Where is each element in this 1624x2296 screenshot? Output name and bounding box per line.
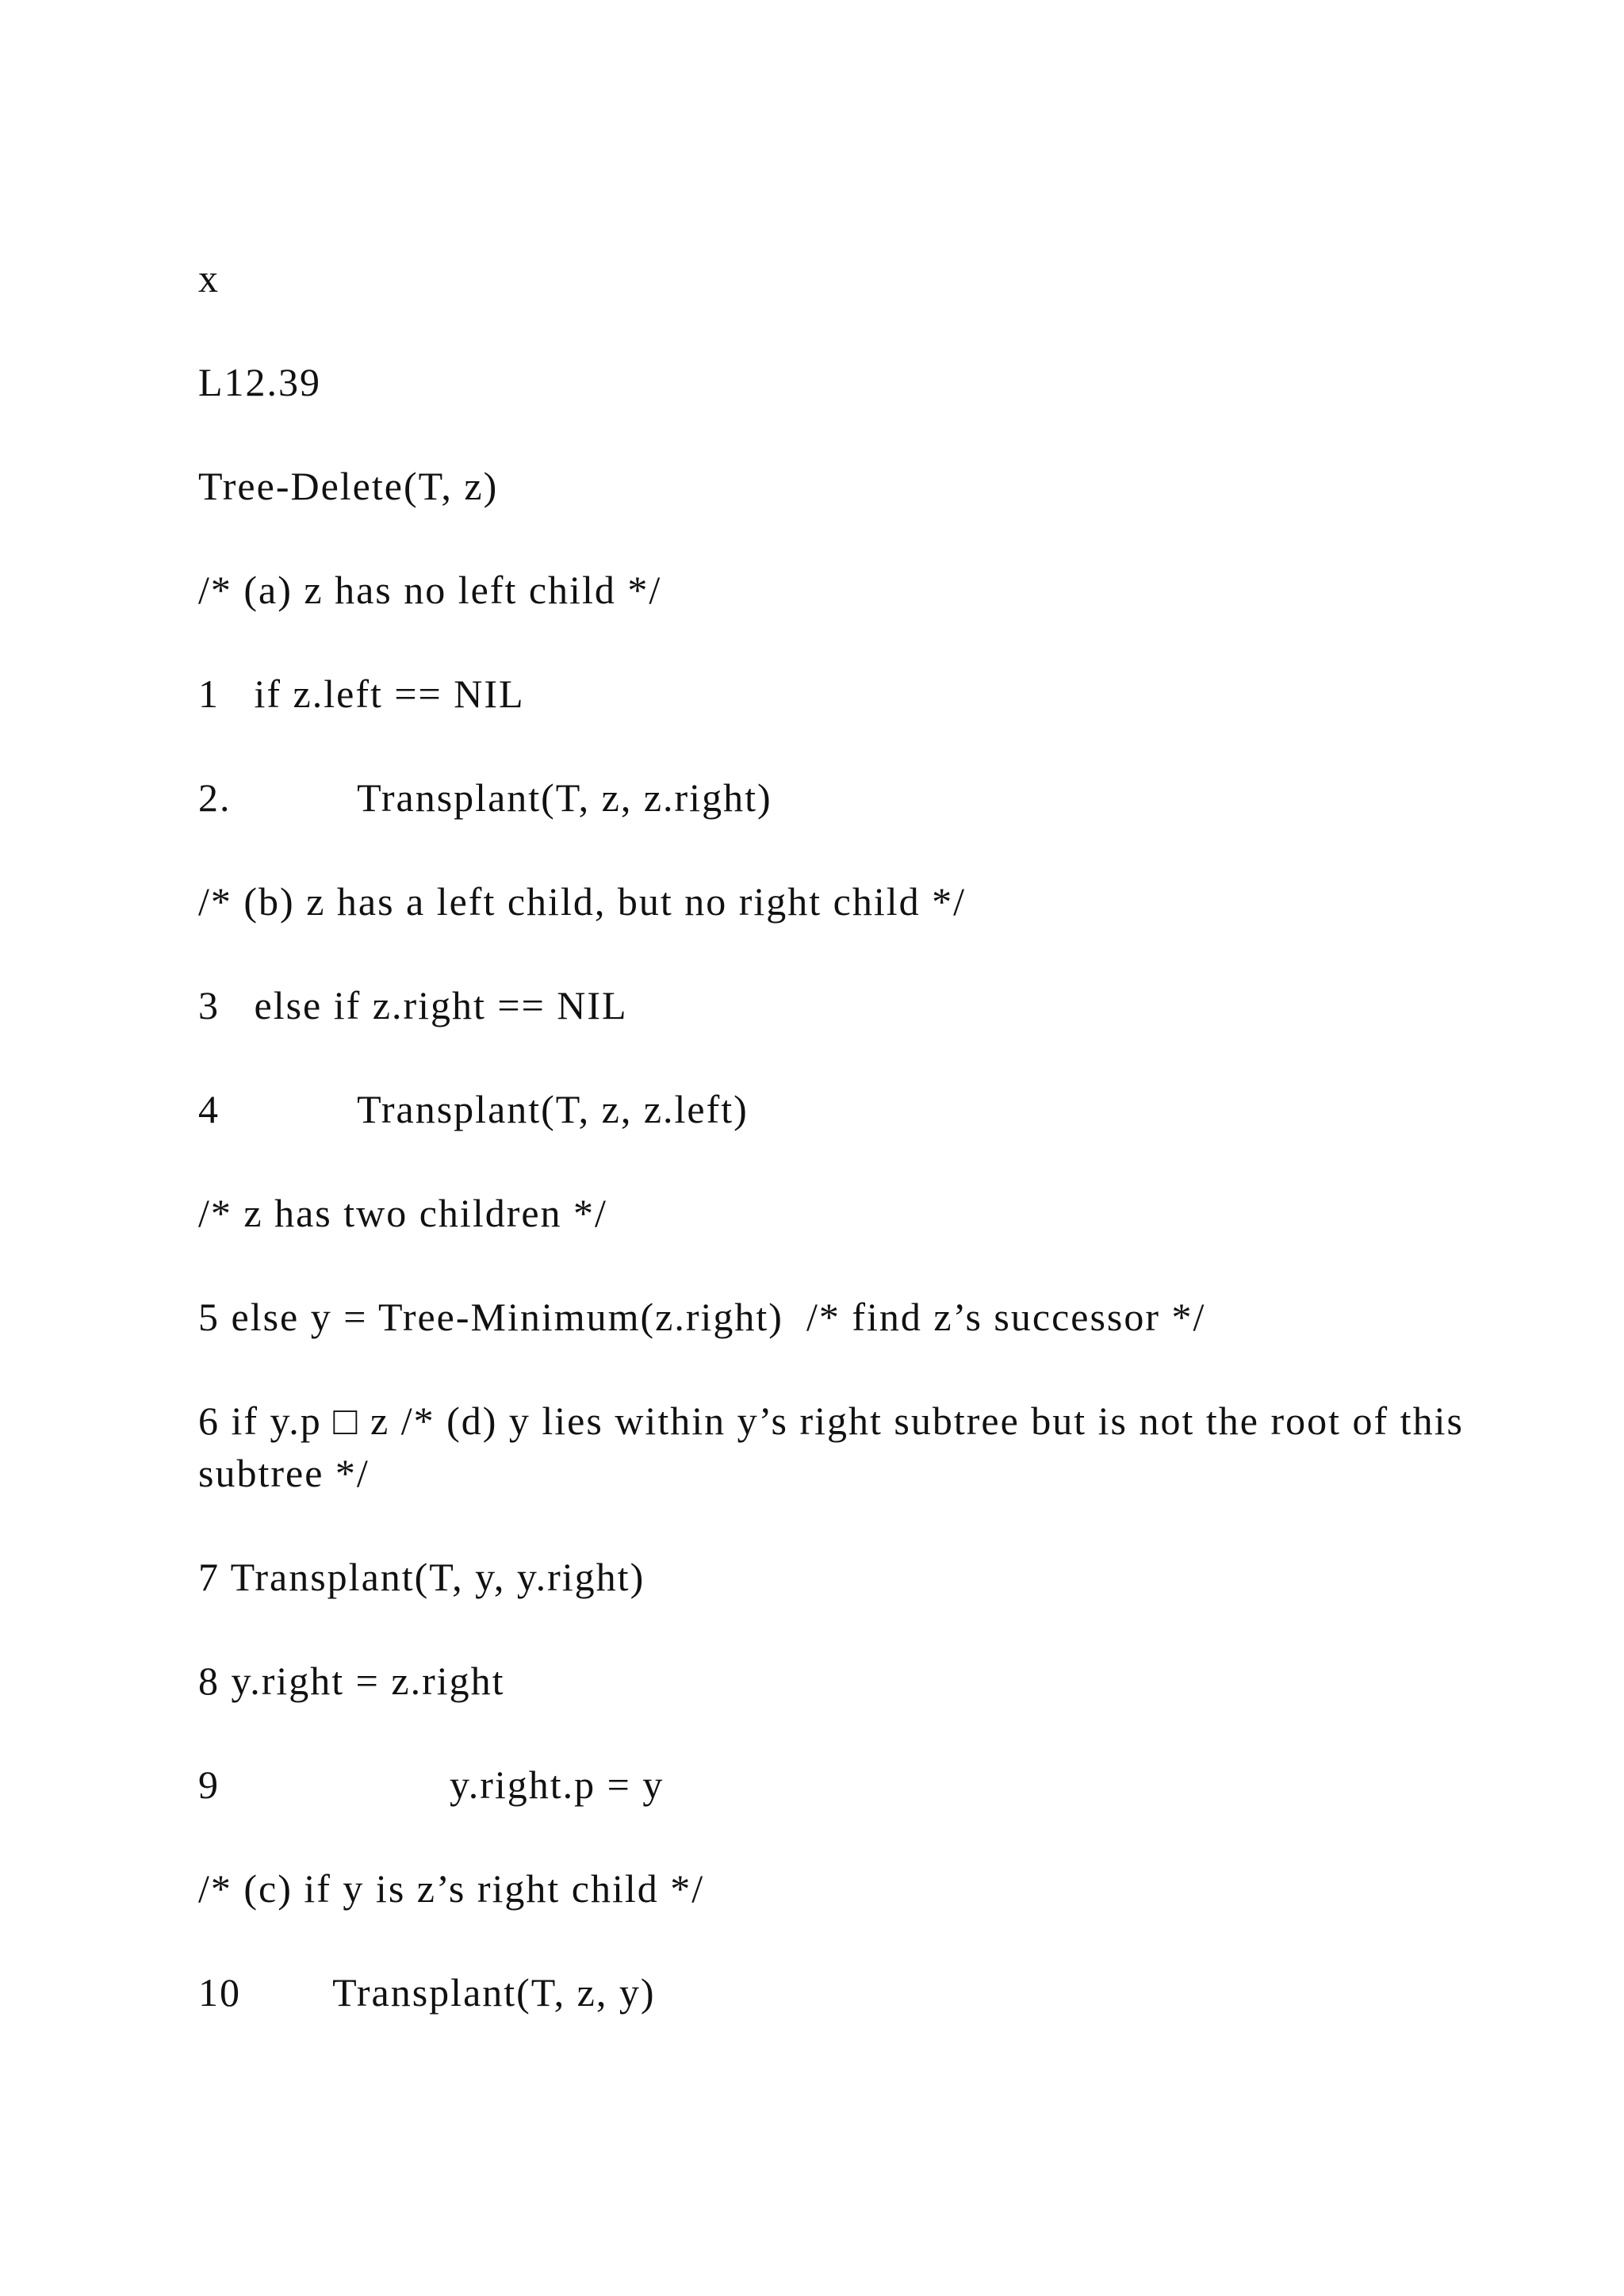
text-line-x: x [198, 256, 220, 300]
code-line-8: 8 y.right = z.right [198, 1659, 505, 1703]
comment-case-b: /* (b) z has a left child, but no right child */ [198, 879, 967, 924]
lecture-number: L12.39 [198, 360, 322, 404]
code-line-5: 5 else y = Tree-Minimum(z.right) /* find z’s successor */ [198, 1295, 1206, 1339]
code-line-4: 4 Transplant(T, z, z.left) [198, 1087, 749, 1131]
code-line-2: 2. Transplant(T, z, z.right) [198, 775, 772, 820]
code-line-10: 10 Transplant(T, z, y) [198, 1970, 656, 2015]
code-line-1: 1 if z.left == NIL [198, 672, 525, 716]
code-line-9: 9 y.right.p = y [198, 1762, 665, 1807]
code-line-6: 6 if y.p □ z /* (d) y lies within y’s right subtree but is not the root of this subtree */ [198, 1399, 1464, 1495]
code-line-7: 7 Transplant(T, y, y.right) [198, 1555, 645, 1599]
code-line-3: 3 else if z.right == NIL [198, 983, 628, 1027]
comment-case-a: /* (a) z has no left child */ [198, 568, 662, 612]
comment-two-children: /* z has two children */ [198, 1191, 607, 1235]
comment-case-c: /* (c) if y is z’s right child */ [198, 1866, 705, 1911]
procedure-heading: Tree-Delete(T, z) [198, 464, 499, 508]
